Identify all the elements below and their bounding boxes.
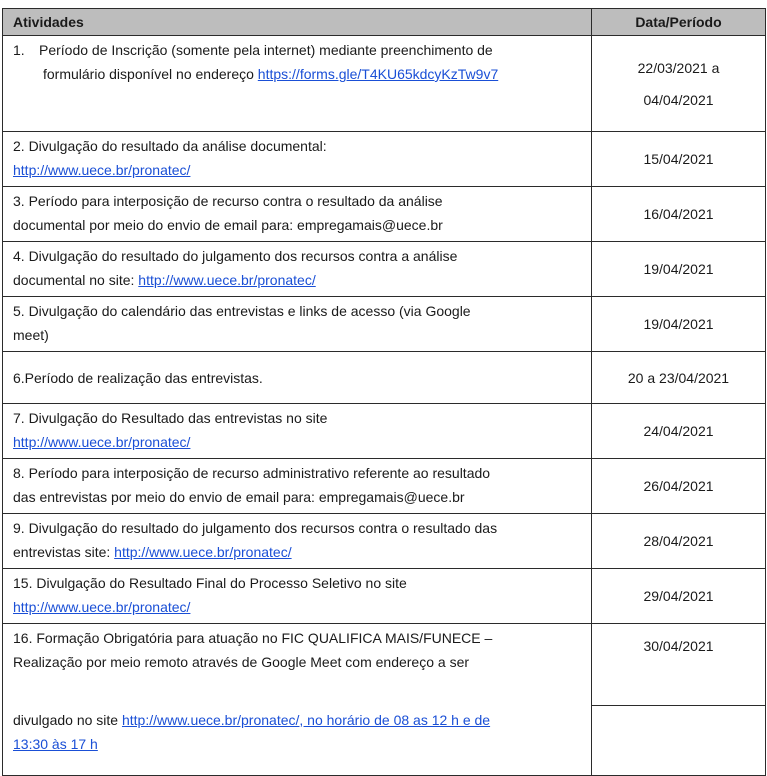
activity-text: Período de Inscrição (somente pela internet) mediante preenchimento de (39, 42, 493, 58)
table-row (3, 242, 766, 297)
activity-cell (3, 404, 592, 459)
schedule-table (2, 8, 766, 776)
activity-cell (3, 132, 592, 187)
date-cell: 19/04/2021 (592, 242, 766, 297)
pronatec-link[interactable]: http://www.uece.br/pronatec/ (13, 434, 191, 450)
pronatec-link[interactable]: http://www.uece.br/pronatec/ (138, 272, 316, 288)
row-number: 1. (13, 42, 25, 58)
form-link[interactable]: https://forms.gle/T4KU65kdcyKzTw9v7 (257, 66, 499, 82)
activity-text: 5. Divulgação do calendário das entrevistas e links de acesso (via Google (13, 303, 471, 319)
pronatec-link[interactable]: http://www.uece.br/pronatec/, no horário de 08 as 12 h e de (121, 711, 491, 728)
table-header-row (3, 9, 766, 36)
activity-text: das entrevistas por meio do envio de email para: empregamais@uece.br (13, 489, 465, 505)
date-start: 22/03/2021 a (637, 59, 720, 76)
activity-text: 9. Divulgação do resultado do julgamento dos recursos contra o resultado das (13, 520, 498, 536)
table-row (3, 187, 766, 242)
activity-text: 15. Divulgação do Resultado Final do Processo Seletivo no site (13, 575, 407, 591)
table-row (3, 132, 766, 187)
activity-text: 7. Divulgação do Resultado das entrevistas no site (13, 410, 328, 426)
activity-cell (3, 242, 592, 297)
date-cell: 30/04/2021 (592, 624, 766, 706)
activity-text: divulgado no site (13, 711, 122, 728)
activity-cell (3, 187, 592, 242)
activity-text: formulário disponível no endereço (43, 66, 258, 82)
activity-text: meet) (13, 327, 49, 343)
activity-text: documental no site: (13, 272, 139, 288)
date-cell: 26/04/2021 (592, 459, 766, 514)
activity-cell (3, 569, 592, 624)
activity-cell-continuation (3, 706, 592, 776)
date-cell: 16/04/2021 (592, 187, 766, 242)
date-cell: 28/04/2021 (592, 514, 766, 569)
activity-text: entrevistas site: (13, 544, 115, 560)
date-end: 04/04/2021 (643, 91, 714, 108)
activity-text: 16. Formação Obrigatória para atuação no FIC QUALIFICA MAIS/FUNECE – (13, 630, 493, 646)
table-row (3, 514, 766, 569)
table-row (3, 404, 766, 459)
table-row (3, 459, 766, 514)
activity-cell (3, 36, 592, 132)
date-cell: 19/04/2021 (592, 297, 766, 352)
activity-cell (3, 297, 592, 352)
table-row (3, 36, 766, 132)
date-cell (592, 36, 766, 132)
activity-cell (3, 624, 592, 706)
schedule-time-link[interactable]: 13:30 às 17 h (13, 735, 98, 752)
activity-text: documental por meio do envio de email para: empregamais@uece.br (13, 217, 443, 233)
table-row (3, 569, 766, 624)
pronatec-link[interactable]: http://www.uece.br/pronatec/ (13, 599, 191, 615)
date-cell: 24/04/2021 (592, 404, 766, 459)
table-row (3, 352, 766, 404)
activity-text: 8. Período para interposição de recurso administrativo referente ao resultado (13, 465, 491, 481)
pronatec-link[interactable]: http://www.uece.br/pronatec/ (13, 162, 191, 178)
date-cell: 20 a 23/04/2021 (592, 352, 766, 404)
activity-text: 6.Período de realização das entrevistas. (13, 369, 263, 386)
activity-cell (3, 459, 592, 514)
empty-date-cell (592, 706, 766, 776)
activity-cell (3, 352, 592, 404)
header-atividades: Atividades (3, 9, 592, 36)
table-row (3, 624, 766, 706)
header-data-periodo: Data/Período (592, 9, 766, 36)
activity-text: Realização por meio remoto através de Google Meet com endereço a ser (13, 654, 470, 670)
pronatec-link[interactable]: http://www.uece.br/pronatec/ (114, 544, 292, 560)
date-cell: 15/04/2021 (592, 132, 766, 187)
activity-text: 3. Período para interposição de recurso contra o resultado da análise (13, 193, 443, 209)
table-row (3, 297, 766, 352)
activity-cell (3, 514, 592, 569)
date-cell: 29/04/2021 (592, 569, 766, 624)
table-row (3, 706, 766, 776)
activity-text: 4. Divulgação do resultado do julgamento dos recursos contra a análise (13, 248, 458, 264)
activity-text: 2. Divulgação do resultado da análise documental: (13, 138, 327, 154)
